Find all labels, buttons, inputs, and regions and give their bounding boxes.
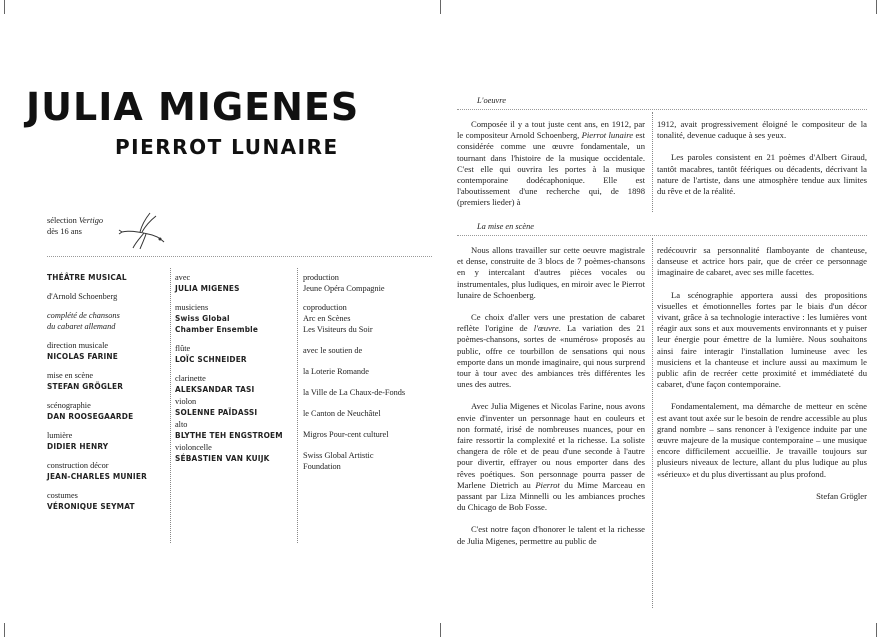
column-divider: [652, 238, 653, 608]
crop-mark: [876, 623, 877, 637]
mise-italic: l'œuvre: [533, 323, 559, 334]
role-label: clarinette: [175, 374, 206, 383]
page-subtitle: PIERROT LUNAIRE: [115, 135, 339, 159]
credit-name: JEAN-CHARLES MUNIER: [47, 471, 147, 481]
selection-age: dès 16 ans: [47, 227, 82, 236]
mise-text: Ce choix d'aller vers une prestation de cabaret reflète l'origine de: [457, 312, 645, 334]
mise-text: du Mime Marceau en passant par Liza Minnelli ou les ambiances proches du Chicago de Bob Fosse.: [457, 479, 645, 513]
credit-name: JULIA MIGENES: [175, 283, 240, 293]
partner: Arc en Scènes: [303, 314, 351, 323]
mise-paragraph: Fondamentalement, ma démarche de metteur en scène est avant tout axée sur le besoin de rendre accessible au plus grand nombre – sans renoncer à l'exigence induite par une œuvre majeure de la musique contemporaine – une musique encore difficilement accueillie. Je travaille toujours sur plusieurs niveaux de lecture, allant du plus ludique au plus «sérieux» et du plus divertissant au plus profond.: [657, 401, 867, 479]
mise-right-column: [657, 245, 867, 502]
credit-name: LOÏC SCHNEIDER: [175, 354, 247, 364]
divider: [457, 235, 867, 236]
oeuvre-paragraph: Les paroles consistent en 21 poèmes d'Albert Giraud, tantôt macabres, tantôt féériques ou décadents, décrivant la nature de l'artiste, dans une atmosphère tendue aux limites du rêve et de la réalité.: [657, 152, 867, 197]
oeuvre-text: Composée il y a tout juste cent ans, en 1912, par le compositeur Arnold Schoenberg,: [457, 119, 645, 141]
role-label: musiciens: [175, 303, 209, 312]
role-label: direction musicale: [47, 341, 109, 350]
credit-name: VÉRONIQUE SEYMAT: [47, 501, 135, 511]
section-title-oeuvre: L'oeuvre: [477, 96, 506, 105]
role-label: alto: [175, 420, 188, 429]
supporter: Migros Pour-cent culturel: [303, 430, 389, 439]
selection-name: Vertigo: [78, 216, 104, 225]
role-label: production: [303, 273, 339, 282]
credit-name: Chamber Ensemble: [175, 324, 259, 334]
credit-name: ALEKSANDAR TASI: [175, 384, 255, 394]
role-label: avec le soutien de: [303, 346, 363, 355]
selection-label: [47, 215, 103, 237]
mise-text: Avec Julia Migenes et Nicolas Farine, nous avons envie d'inventer un personnage haut en couleurs et non formaté, irisé de nombreuses nuances, pour en faire ressortir la complexité et la richesse. La soliste changera de rôle et de peau d'une seconde à l'autre pour divertir, effrayer ou nous emporter dans des rêves poétiques. Son personnage pourra passer de Marlene Dietrich au: [457, 401, 645, 490]
bird-icon: [118, 210, 166, 250]
role-label: lumière: [47, 431, 73, 440]
mise-left-column: [457, 245, 645, 558]
supporter: Swiss Global Artistic: [303, 451, 374, 460]
credits-column-1: [47, 272, 147, 512]
crop-mark: [4, 623, 5, 637]
role-label: violon: [175, 397, 197, 406]
section-title-mise: La mise en scène: [477, 222, 534, 231]
oeuvre-text: est considérée comme une œuvre fondamentale, un tournant dans l'histoire de la musique occidentale. C'est elle qui ouvrira les portes à la musique contemporaine dodécaphonique. Elle est l'aboutissement d'une recherche qui, de 1898 (premiers lieder) à: [457, 130, 645, 208]
role-label: scénographie: [47, 401, 91, 410]
credit-name: STEFAN GRÖGLER: [47, 381, 124, 391]
credit-name: DIDIER HENRY: [47, 441, 109, 451]
mise-paragraph: Nous allons travailler sur cette oeuvre magistrale et dense, construite de 3 blocs de 7 poèmes-chansons en y intercalant d'autres pièces vocales ou instrumentales, plus ludiques, en miroir avec le Pierrot lunaire de Schoenberg.: [457, 245, 645, 300]
mise-paragraph: redécouvrir sa personnalité flamboyante de chanteuse, danseuse et actrice hors pair, que de créer ce personnage imaginaire de cabaret, avec ses mille facettes.: [657, 245, 867, 278]
column-divider: [297, 268, 298, 543]
role-label: coproduction: [303, 303, 347, 312]
oeuvre-paragraph: 1912, avait progressivement éloigné le compositeur de la tonalité, devenue caduque à ses yeux.: [657, 119, 867, 141]
role-label: flûte: [175, 344, 191, 353]
supporter: Foundation: [303, 462, 341, 471]
credit-name: NICOLAS FARINE: [47, 351, 119, 361]
selection-prefix: sélection: [47, 216, 79, 225]
supporter: le Canton de Neuchâtel: [303, 409, 381, 418]
credits-column-2: [175, 272, 283, 464]
crop-mark: [440, 0, 441, 14]
role-label: costumes: [47, 491, 78, 500]
supporter: la Loterie Romande: [303, 367, 369, 376]
work-title: Pierrot lunaire: [581, 130, 634, 141]
column-divider: [170, 268, 171, 543]
crop-mark: [4, 0, 5, 14]
role-label: violoncelle: [175, 443, 212, 452]
partner: Les Visiteurs du Soir: [303, 325, 373, 334]
mise-text: . La variation des 21 poèmes-chansons, sortes de «numéros» proposés au public, offre ce tourbillon de sensations qui nous emporte dans un monde imaginaire, qui nous surprend tour à tour avec des ambiances très différentes les unes des autres.: [457, 323, 645, 390]
credits-column-3: [303, 272, 405, 472]
oeuvre-right-column: [657, 119, 867, 208]
credit-name: Swiss Global: [175, 313, 230, 323]
mise-italic: Pierrot: [535, 479, 560, 490]
credit-name: DAN ROOSEGAARDE: [47, 411, 134, 421]
oeuvre-left-column: [457, 119, 645, 220]
credit-name: SÉBASTIEN VAN KUIJK: [175, 453, 270, 463]
signature: Stefan Grögler: [816, 490, 867, 501]
crop-mark: [876, 0, 877, 14]
divider: [457, 109, 867, 110]
column-divider: [652, 112, 653, 212]
mise-paragraph: C'est notre façon d'honorer le talent et la richesse de Julia Migenes, permettre au public de: [457, 524, 645, 546]
author: d'Arnold Schoenberg: [47, 292, 118, 301]
role-label: avec: [175, 273, 191, 282]
note: complété de chansons: [47, 311, 120, 320]
mise-paragraph: La scénographie apportera aussi des propositions visuelles et émotionnelles fortes par le biais d'un décor vivant, grâce à sa technologie interactive : les lumières vont réagir aux sons et aux mouvements environnants et y puiser leur énergie pour émettre de la lumière. Nous souhaitons ainsi faire interagir l'installation lumineuse avec les musiciens et la chanteuse et inclure aussi au maximum le public afin de recréer cette proximité et immédiateté du cabaret, d'une façon contemporaine.: [657, 289, 867, 390]
genre: THÉÂTRE MUSICAL: [47, 272, 127, 282]
credit-name: BLYTHE TEH ENGSTROEM: [175, 430, 283, 440]
page-title: JULIA MIGENES: [26, 85, 360, 129]
crop-mark: [440, 623, 441, 637]
supporter: la Ville de La Chaux-de-Fonds: [303, 388, 406, 397]
partner: Jeune Opéra Compagnie: [303, 284, 385, 293]
divider: [47, 256, 432, 257]
note: du cabaret allemand: [47, 322, 116, 331]
credit-name: SOLENNE PAÏDASSI: [175, 407, 258, 417]
role-label: mise en scène: [47, 371, 94, 380]
role-label: construction décor: [47, 461, 109, 470]
